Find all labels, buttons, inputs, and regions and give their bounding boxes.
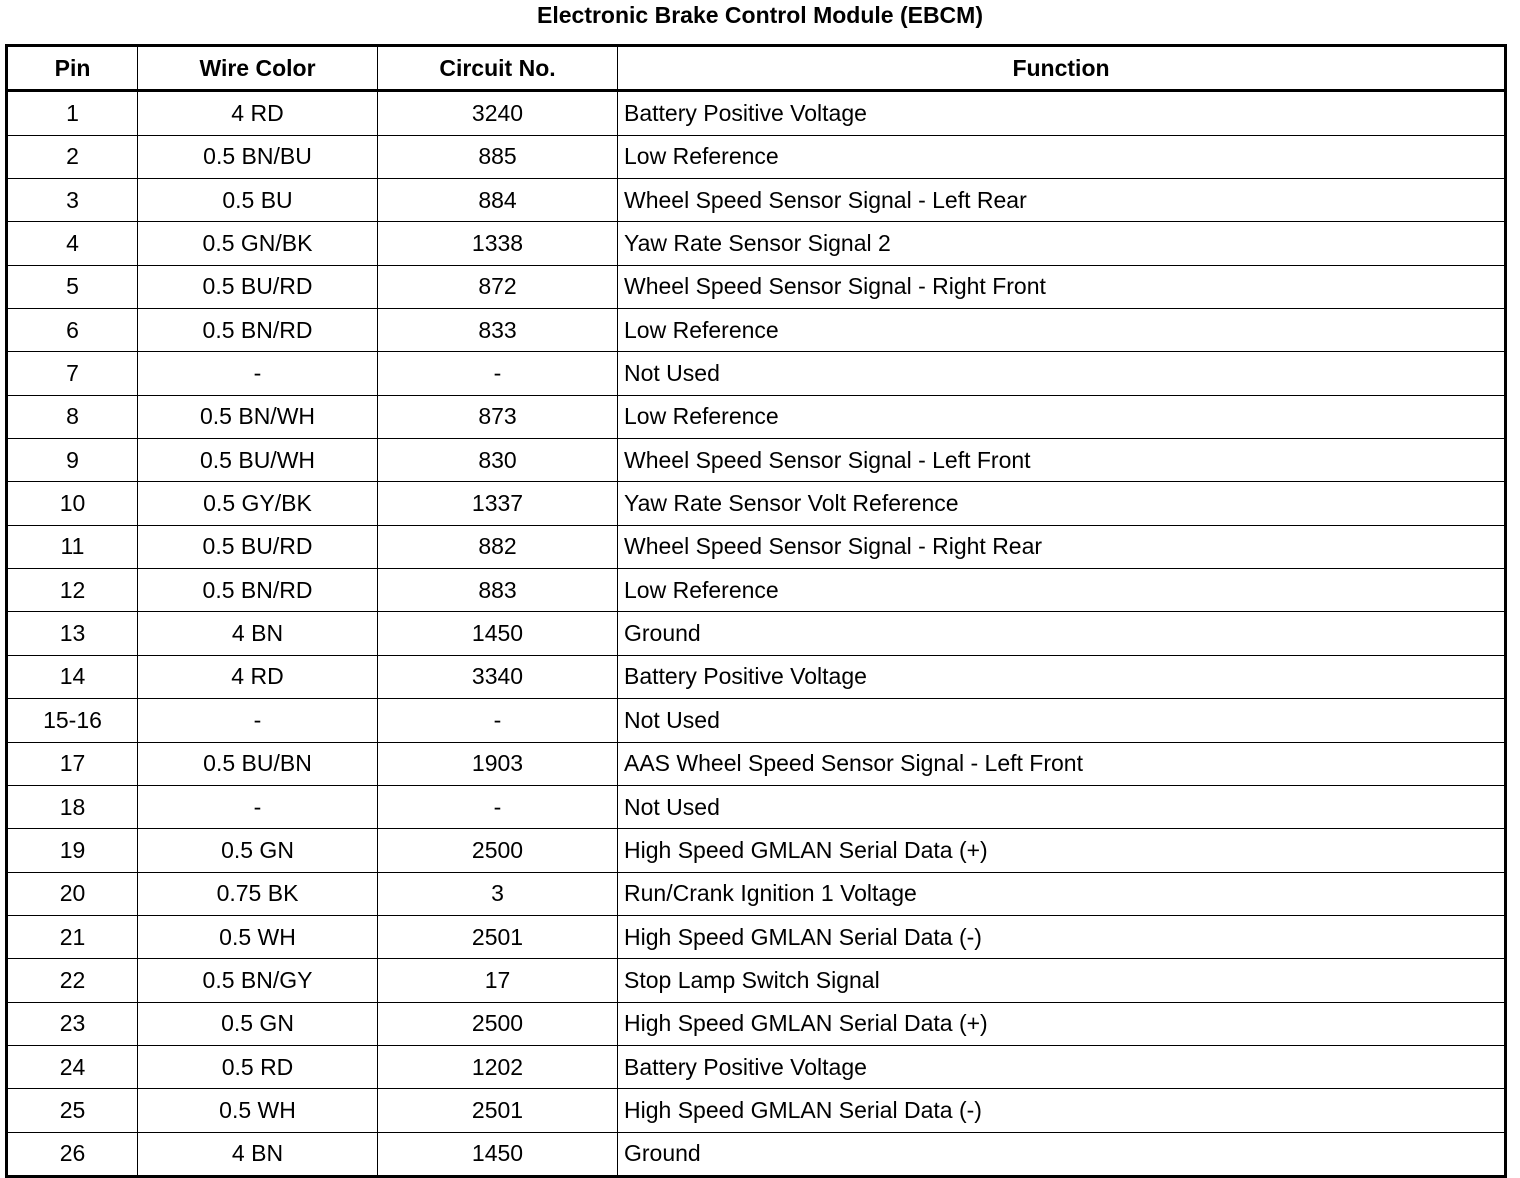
cell-circuit-no: 1338	[378, 222, 618, 265]
cell-circuit-no: 2500	[378, 1002, 618, 1045]
cell-circuit-no: 2500	[378, 829, 618, 872]
cell-pin: 15-16	[7, 699, 138, 742]
cell-circuit-no: 830	[378, 439, 618, 482]
cell-circuit-no: 883	[378, 569, 618, 612]
cell-function: High Speed GMLAN Serial Data (+)	[618, 1002, 1506, 1045]
cell-circuit-no: 3340	[378, 655, 618, 698]
cell-circuit-no: 833	[378, 309, 618, 352]
cell-pin: 5	[7, 265, 138, 308]
cell-function: Not Used	[618, 352, 1506, 395]
cell-circuit-no: 884	[378, 179, 618, 222]
cell-circuit-no: 872	[378, 265, 618, 308]
cell-function: Low Reference	[618, 569, 1506, 612]
cell-function: Low Reference	[618, 309, 1506, 352]
table-row	[7, 439, 1506, 482]
column-header-function: Function	[618, 46, 1506, 91]
cell-function: AAS Wheel Speed Sensor Signal - Left Front	[618, 742, 1506, 785]
table-body	[7, 91, 1506, 1177]
cell-circuit-no: -	[378, 785, 618, 828]
cell-pin: 21	[7, 915, 138, 958]
cell-pin: 23	[7, 1002, 138, 1045]
cell-function: Wheel Speed Sensor Signal - Left Front	[618, 439, 1506, 482]
cell-function: Wheel Speed Sensor Signal - Left Rear	[618, 179, 1506, 222]
pinout-table	[5, 44, 1507, 1178]
cell-pin: 19	[7, 829, 138, 872]
cell-function: High Speed GMLAN Serial Data (-)	[618, 915, 1506, 958]
cell-function: Not Used	[618, 699, 1506, 742]
cell-pin: 10	[7, 482, 138, 525]
cell-wire-color: 0.5 BN/BU	[138, 135, 378, 178]
cell-wire-color: 0.5 GY/BK	[138, 482, 378, 525]
cell-pin: 18	[7, 785, 138, 828]
cell-function: High Speed GMLAN Serial Data (-)	[618, 1089, 1506, 1132]
cell-function: Battery Positive Voltage	[618, 655, 1506, 698]
cell-wire-color: -	[138, 352, 378, 395]
cell-circuit-no: 3240	[378, 91, 618, 135]
table-row	[7, 1002, 1506, 1045]
table-row	[7, 959, 1506, 1002]
cell-circuit-no: -	[378, 699, 618, 742]
cell-circuit-no: 873	[378, 395, 618, 438]
table-row	[7, 612, 1506, 655]
cell-circuit-no: 2501	[378, 1089, 618, 1132]
cell-wire-color: -	[138, 785, 378, 828]
cell-function: High Speed GMLAN Serial Data (+)	[618, 829, 1506, 872]
cell-pin: 20	[7, 872, 138, 915]
cell-wire-color: 4 BN	[138, 1132, 378, 1176]
cell-wire-color: 0.5 GN	[138, 829, 378, 872]
table-row	[7, 569, 1506, 612]
cell-wire-color: 0.5 GN	[138, 1002, 378, 1045]
table-row	[7, 655, 1506, 698]
table-row	[7, 1132, 1506, 1176]
cell-circuit-no: 885	[378, 135, 618, 178]
table-row	[7, 91, 1506, 135]
cell-pin: 14	[7, 655, 138, 698]
table-row	[7, 179, 1506, 222]
cell-pin: 17	[7, 742, 138, 785]
column-header-circuit-no: Circuit No.	[378, 46, 618, 91]
cell-function: Battery Positive Voltage	[618, 1045, 1506, 1088]
cell-wire-color: 4 RD	[138, 91, 378, 135]
table-row	[7, 785, 1506, 828]
table-row	[7, 135, 1506, 178]
cell-wire-color: 0.5 BU	[138, 179, 378, 222]
cell-wire-color: 0.5 WH	[138, 915, 378, 958]
table-row	[7, 699, 1506, 742]
cell-function: Stop Lamp Switch Signal	[618, 959, 1506, 1002]
column-header-pin: Pin	[7, 46, 138, 91]
table-row	[7, 482, 1506, 525]
cell-pin: 1	[7, 91, 138, 135]
cell-pin: 22	[7, 959, 138, 1002]
table-row	[7, 395, 1506, 438]
cell-wire-color: -	[138, 699, 378, 742]
table-row	[7, 742, 1506, 785]
cell-function: Wheel Speed Sensor Signal - Right Front	[618, 265, 1506, 308]
cell-pin: 9	[7, 439, 138, 482]
cell-wire-color: 0.75 BK	[138, 872, 378, 915]
cell-circuit-no: 3	[378, 872, 618, 915]
cell-circuit-no: -	[378, 352, 618, 395]
cell-function: Wheel Speed Sensor Signal - Right Rear	[618, 525, 1506, 568]
cell-wire-color: 0.5 RD	[138, 1045, 378, 1088]
cell-wire-color: 0.5 BU/RD	[138, 265, 378, 308]
cell-function: Low Reference	[618, 135, 1506, 178]
cell-wire-color: 0.5 GN/BK	[138, 222, 378, 265]
cell-function: Yaw Rate Sensor Signal 2	[618, 222, 1506, 265]
cell-pin: 26	[7, 1132, 138, 1176]
cell-function: Ground	[618, 612, 1506, 655]
cell-function: Low Reference	[618, 395, 1506, 438]
cell-wire-color: 0.5 BU/WH	[138, 439, 378, 482]
cell-function: Run/Crank Ignition 1 Voltage	[618, 872, 1506, 915]
cell-circuit-no: 882	[378, 525, 618, 568]
cell-pin: 7	[7, 352, 138, 395]
cell-pin: 12	[7, 569, 138, 612]
cell-wire-color: 4 BN	[138, 612, 378, 655]
cell-circuit-no: 1903	[378, 742, 618, 785]
table-row	[7, 309, 1506, 352]
cell-wire-color: 0.5 BN/RD	[138, 309, 378, 352]
table-header-row	[7, 46, 1506, 91]
table-row	[7, 265, 1506, 308]
cell-wire-color: 0.5 WH	[138, 1089, 378, 1132]
cell-circuit-no: 1450	[378, 1132, 618, 1176]
table-row	[7, 829, 1506, 872]
cell-wire-color: 0.5 BU/RD	[138, 525, 378, 568]
cell-pin: 24	[7, 1045, 138, 1088]
table-row	[7, 525, 1506, 568]
cell-circuit-no: 1337	[378, 482, 618, 525]
cell-function: Battery Positive Voltage	[618, 91, 1506, 135]
cell-pin: 8	[7, 395, 138, 438]
cell-function: Ground	[618, 1132, 1506, 1176]
cell-function: Yaw Rate Sensor Volt Reference	[618, 482, 1506, 525]
table-row	[7, 352, 1506, 395]
cell-wire-color: 0.5 BU/BN	[138, 742, 378, 785]
cell-pin: 2	[7, 135, 138, 178]
cell-pin: 6	[7, 309, 138, 352]
cell-pin: 13	[7, 612, 138, 655]
cell-wire-color: 0.5 BN/GY	[138, 959, 378, 1002]
table-row	[7, 1045, 1506, 1088]
cell-wire-color: 0.5 BN/RD	[138, 569, 378, 612]
cell-circuit-no: 2501	[378, 915, 618, 958]
cell-circuit-no: 1202	[378, 1045, 618, 1088]
cell-wire-color: 0.5 BN/WH	[138, 395, 378, 438]
cell-pin: 4	[7, 222, 138, 265]
cell-wire-color: 4 RD	[138, 655, 378, 698]
cell-pin: 11	[7, 525, 138, 568]
column-header-wire-color: Wire Color	[138, 46, 378, 91]
table-row	[7, 872, 1506, 915]
table-row	[7, 222, 1506, 265]
cell-circuit-no: 17	[378, 959, 618, 1002]
cell-circuit-no: 1450	[378, 612, 618, 655]
cell-pin: 25	[7, 1089, 138, 1132]
page-title: Electronic Brake Control Module (EBCM)	[537, 2, 983, 28]
table-row	[7, 915, 1506, 958]
table-row	[7, 1089, 1506, 1132]
cell-function: Not Used	[618, 785, 1506, 828]
cell-pin: 3	[7, 179, 138, 222]
